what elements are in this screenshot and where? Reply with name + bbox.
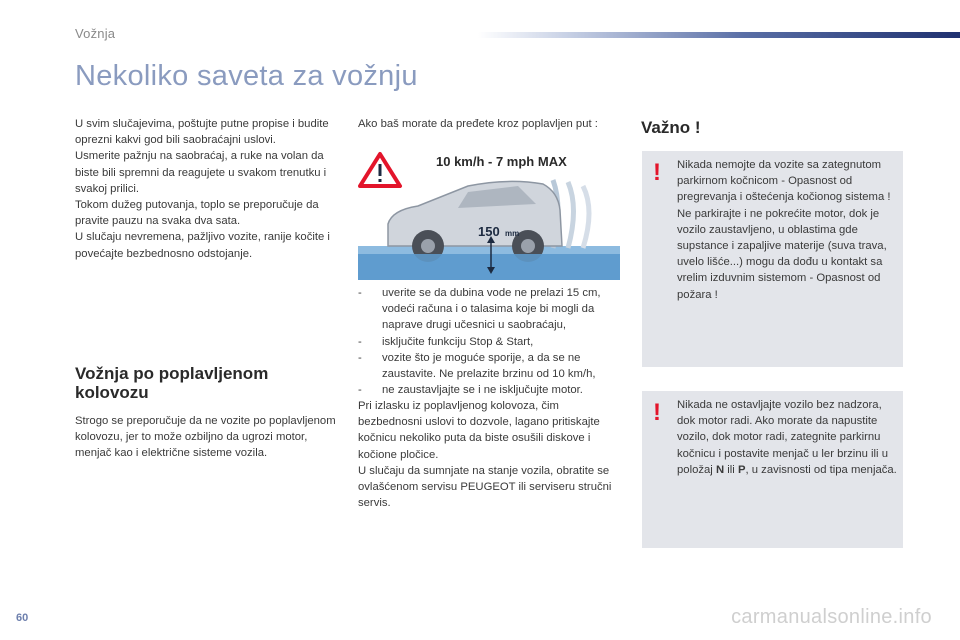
warning-paragraph: Nikada nemojte da vozite sa zategnutom parkirnom kočnicom - Opasnost od pregrevanja i oštećenja kočionog sistema ! [677,159,891,204]
section-label: Vožnja [75,26,116,41]
watermark: carmanualsonline.info [731,606,932,628]
page-title: Nekoliko saveta za vožnju [75,60,418,92]
intro-paragraph: Usmerite pažnju na saobraćaj, a ruke na volan da biste bili spremni da reagujete u svakom trenutku i svakoj prilici. [75,150,327,195]
gear-n-label: N [715,463,725,476]
header-decorative-bar [478,32,960,38]
after-flood-text [358,398,622,511]
flood-section-text [75,413,340,462]
flood-section-heading: Vožnja po poplavljenom kolovozu [75,364,269,402]
flood-intro-paragraph: Ako baš morate da pređete kroz poplavljen put : [358,118,598,130]
after-flood-paragraph: Pri izlasku iz poplavljenog kolovoza, čim bezbednosni uslovi to dozvole, lagano pritiskajte kočnicu nekoliko puta da biste osušili diskove i kočione pločice. [358,400,600,461]
warning-text [677,157,899,303]
flood-intro-text [358,116,618,132]
list-item: - vozite što je moguće sporije, a da se ne zaustavite. Ne prelazite brzinu od 10 km/h, [358,351,596,381]
flood-driving-illustration [358,148,620,280]
intro-paragraph: U slučaju nevremena, pažljivo vozite, ranije kočite i povećajte bezbednosno odstojanje. [75,231,330,260]
list-item: - isključite funkciju Stop & Start, [358,335,534,348]
gear-p-label: P [737,463,746,476]
after-flood-paragraph: U slučaju da sumnjate na stanje vozila, obratite se ovlašćenom servisu PEUGEOT ili serviseru stručni servis. [358,464,612,510]
warning-triangle-icon [360,154,400,186]
intro-paragraph: U svim slučajevima, poštujte putne propise i budite oprezni kakvi god bili saobraćajni uslovi. [75,118,329,147]
speed-limit-label: 10 km/h - 7 mph MAX [436,154,567,169]
list-item: - uverite se da dubina vode ne prelazi 15 cm, vodeći računa i o talasima koje bi mogli da naprave drugi učesnici u saobraćaju, [358,287,601,332]
intro-text [75,116,345,262]
warning-paragraph: Nikada ne ostavljajte vozilo bez nadzora, dok motor radi. Ako morate da napustite vozilo, dok motor radi, zategnite parkirnu kočnicu i postavite menjač u ler brzinu ili u položaj N ili P, u zavisnosti od tipa menjača. [677,399,897,476]
flood-instructions-list [358,285,622,398]
warning-text [677,397,899,478]
list-item: - ne zaustavljajte se i ne isključujte motor. [358,384,583,397]
water-depth-value: 150 [478,224,500,239]
flood-paragraph: Strogo se preporučuje da ne vozite po poplavljenom kolovozu, jer to može ozbiljno da ugrozi motor, menjač kao i električne sisteme vozila. [75,415,336,460]
warning-box [642,151,903,367]
intro-paragraph: Tokom dužeg putovanja, toplo se preporučuje da pravite pauzu na svaka dva sata. [75,199,319,228]
exclamation-icon: ! [653,159,661,186]
important-heading: Važno ! [641,118,701,137]
water-depth-unit: mm [505,229,520,238]
exclamation-icon: ! [653,399,661,426]
warning-box [642,391,903,548]
warning-paragraph: Ne parkirajte i ne pokrećite motor, dok je vozilo zaustavljeno, u oblastima gde supstance i zapaljive materije (suva trava, uvelo lišće...) mogu da dođu u kontakt sa vrelim izduvnim sistemom - Opasnost od požara ! [677,207,887,301]
car-in-water-diagram [358,148,620,280]
page-number: 60 [16,612,29,624]
